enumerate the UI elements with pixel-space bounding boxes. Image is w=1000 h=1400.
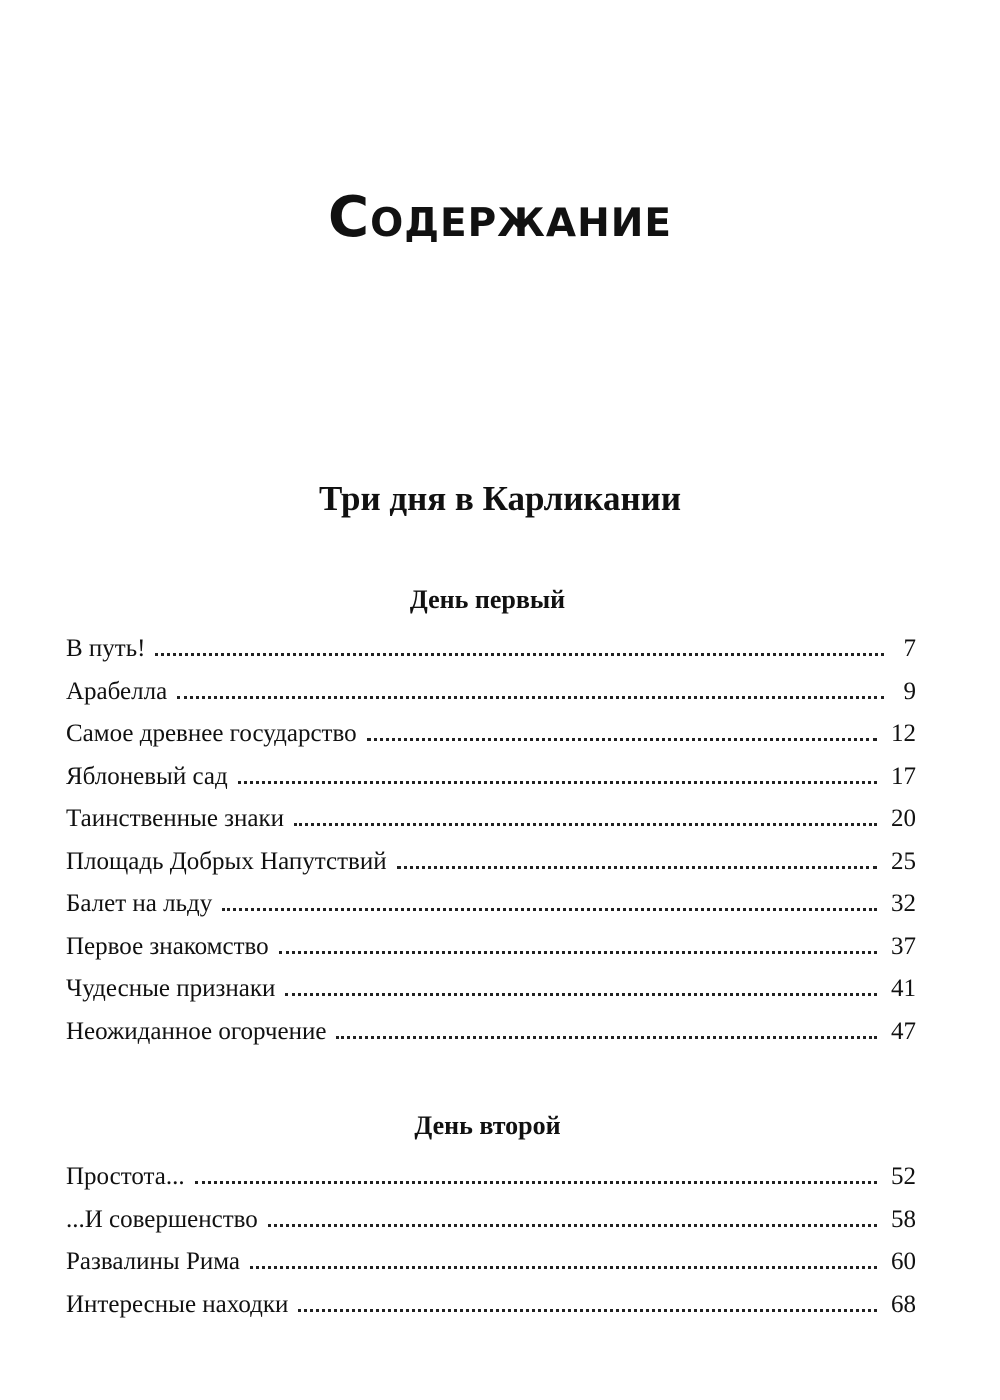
toc-entry-page: 52	[891, 1163, 916, 1190]
toc-entry-page: 58	[891, 1205, 916, 1233]
toc-entry-title: Развалины Рима	[66, 1248, 240, 1275]
toc-entry-title: Первое знакомство	[66, 932, 269, 960]
toc-entry-page: 47	[891, 1017, 916, 1045]
dot-leader	[195, 1181, 877, 1184]
toc-entry-page: 41	[891, 975, 916, 1002]
dot-leader	[177, 696, 884, 699]
toc-entry-title: Таинственные знаки	[66, 805, 285, 832]
dot-leader	[250, 1266, 877, 1269]
toc-entry-page: 12	[891, 720, 916, 747]
dot-leader	[285, 993, 877, 996]
toc-entry	[66, 802, 916, 845]
toc-entry	[66, 1015, 916, 1058]
toc-entry-title: Чудесные признаки	[66, 975, 276, 1002]
dot-leader	[367, 738, 877, 741]
toc-entry-page: 7	[903, 635, 916, 662]
toc-entry-page: 25	[891, 847, 916, 875]
toc-entry-title: Площадь Добрых Напутствий	[66, 847, 387, 875]
dot-leader	[155, 653, 884, 656]
toc-list-day-one	[66, 632, 916, 1057]
toc-entry-page: 9	[903, 677, 916, 705]
toc-entry-title: Яблоневый сад	[66, 762, 228, 790]
toc-entry	[66, 1203, 916, 1246]
toc-entry-title: ...И совершенство	[66, 1205, 258, 1233]
toc-entry	[66, 760, 916, 803]
day-heading: День первый	[409, 585, 566, 614]
toc-entry-page: 60	[891, 1248, 916, 1275]
toc-entry	[66, 930, 916, 973]
toc-entry-page: 17	[891, 762, 916, 790]
dot-leader	[268, 1224, 877, 1227]
toc-entry	[66, 632, 916, 675]
toc-entry	[66, 887, 916, 930]
dot-leader	[298, 1309, 877, 1312]
toc-entry-title: Арабелла	[66, 677, 168, 705]
dot-leader	[294, 823, 877, 826]
toc-entry-title: Самое древнее государство	[66, 720, 357, 747]
toc-entry-title: В путь!	[66, 635, 146, 662]
toc-entry	[66, 675, 916, 718]
toc-entry-title: Интересные находки	[66, 1290, 289, 1318]
toc-entry-page: 32	[891, 890, 916, 917]
toc-entry-page: 37	[891, 932, 916, 960]
book-title: Три дня в Карликании	[318, 479, 682, 518]
toc-entry	[66, 972, 916, 1015]
dot-leader	[238, 781, 877, 784]
dot-leader	[279, 951, 877, 954]
dot-leader	[397, 866, 877, 869]
toc-entry	[66, 1288, 916, 1331]
toc-entry-title: Неожиданное огорчение	[66, 1017, 327, 1045]
page-title: Содержание	[327, 185, 673, 250]
toc-entry	[66, 1245, 916, 1288]
toc-list-day-two	[66, 1160, 916, 1330]
toc-entry-title: Простота...	[66, 1163, 185, 1190]
toc-entry-page: 68	[891, 1290, 916, 1318]
toc-entry	[66, 717, 916, 760]
toc-entry-page: 20	[891, 805, 916, 832]
toc-entry	[66, 845, 916, 888]
day-heading: День второй	[414, 1111, 561, 1140]
toc-entry-title: Балет на льду	[66, 890, 213, 917]
toc-entry	[66, 1160, 916, 1203]
dot-leader	[336, 1036, 877, 1039]
dot-leader	[222, 908, 877, 911]
